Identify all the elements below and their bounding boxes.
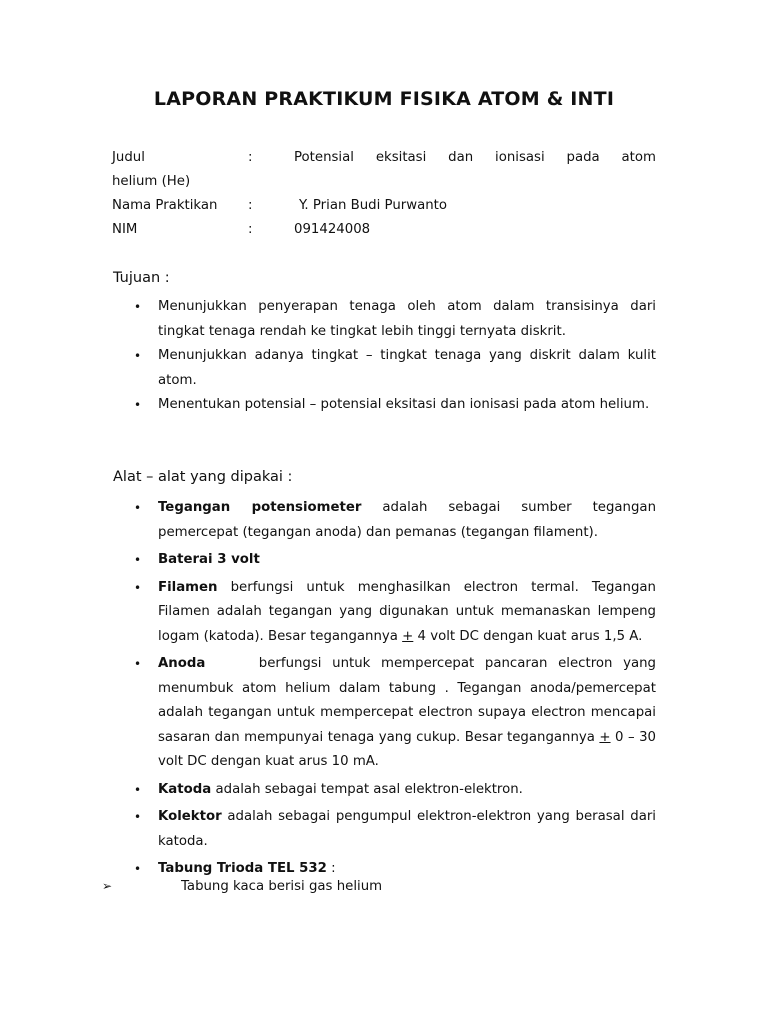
list-item bbox=[112, 857, 656, 882]
list-item bbox=[112, 496, 656, 545]
list-item bbox=[112, 778, 656, 803]
nim-label: NIM bbox=[112, 222, 138, 237]
judul-colon: : bbox=[248, 150, 253, 165]
list-item bbox=[112, 652, 661, 775]
bullet-icon: • bbox=[134, 349, 142, 363]
plus-minus-symbol: + bbox=[402, 628, 414, 644]
judul-value: Potensial eksitasi dan ionisasi pada atom bbox=[294, 150, 656, 165]
bullet-icon: • bbox=[134, 300, 142, 314]
item-term: Tegangan potensiometer bbox=[158, 500, 362, 515]
tujuan-heading: Tujuan : bbox=[113, 270, 170, 286]
bullet-icon: • bbox=[134, 657, 142, 671]
item-desc: berfungsi untuk menghasilkan electron termal. Tegangan Filamen adalah tegangan yang digunakan untuk memanaskan lempeng logam (katoda). Besar tegangannya bbox=[158, 579, 656, 644]
judul-row bbox=[112, 146, 656, 170]
nama-row bbox=[112, 194, 656, 218]
list-item-text: Menunjukkan adanya tingkat – tingkat tenaga yang diskrit dalam kulit atom. bbox=[158, 348, 656, 388]
list-item-text: Menunjukkan penyerapan tenaga oleh atom dalam transisinya dari tingkat tenaga rendah ke tingkat lebih tinggi ternyata diskrit. bbox=[158, 299, 656, 339]
item-desc-end: 4 volt DC dengan kuat arus 1,5 A. bbox=[413, 628, 643, 644]
item-desc: adalah sebagai sumber tegangan pemercepat (tegangan anoda) dan pemanas (tegangan filament). bbox=[158, 500, 656, 540]
judul-continuation bbox=[112, 170, 190, 194]
item-desc: adalah sebagai tempat asal elektron-elektron. bbox=[211, 781, 523, 797]
bullet-icon: • bbox=[134, 553, 142, 567]
bullet-icon: • bbox=[134, 782, 142, 797]
item-desc: berfungsi untuk mempercepat pancaran electron yang menumbuk atom helium dalam tabung . Tegangan anoda/pemercepat adalah tegangan untuk mempercepat electron supaya electron mencapai sasaran dan mempunyai tenaga yang cukup. Besar tegangannya bbox=[158, 656, 661, 745]
alat-list bbox=[112, 496, 661, 882]
nim-colon: : bbox=[248, 222, 253, 237]
item-term: Tabung Trioda TEL 532 bbox=[158, 861, 327, 876]
bullet-icon: • bbox=[134, 810, 142, 824]
report-info bbox=[112, 146, 656, 242]
list-item bbox=[112, 805, 656, 854]
arrow-bullet-icon: ➢ bbox=[102, 879, 113, 893]
nim-value: 091424008 bbox=[294, 222, 371, 237]
list-item bbox=[112, 295, 656, 344]
item-term: Baterai 3 volt bbox=[158, 552, 260, 567]
nim-row bbox=[112, 218, 656, 242]
page-title: LAPORAN PRAKTIKUM FISIKA ATOM & INTI bbox=[153, 88, 615, 110]
tujuan-list bbox=[112, 295, 656, 418]
item-desc: adalah sebagai pengumpul elektron-elektron yang berasal dari katoda. bbox=[158, 809, 656, 849]
bullet-icon: • bbox=[134, 862, 142, 876]
nama-colon: : bbox=[248, 198, 253, 213]
item-term: Katoda bbox=[158, 781, 212, 797]
judul-label: Judul bbox=[112, 150, 145, 165]
item-term: Kolektor bbox=[158, 809, 222, 824]
list-item bbox=[112, 344, 656, 393]
bullet-icon: • bbox=[134, 398, 142, 412]
list-item bbox=[112, 393, 656, 418]
plus-minus-symbol: + bbox=[599, 729, 611, 745]
sub-item-text: Tabung kaca berisi gas helium bbox=[181, 879, 383, 894]
item-term: Filamen bbox=[158, 579, 218, 595]
item-term: Anoda bbox=[158, 656, 206, 671]
nama-label: Nama Praktikan bbox=[112, 198, 218, 213]
item-desc: : bbox=[326, 861, 336, 876]
list-item-text: Menentukan potensial – potensial eksitasi dan ionisasi pada atom helium. bbox=[158, 397, 650, 412]
item-desc-end: 0 – 30 volt DC dengan kuat arus 10 mA. bbox=[158, 729, 656, 769]
list-item bbox=[112, 576, 656, 650]
judul-value-line2: helium (He) bbox=[112, 174, 191, 189]
bullet-icon: • bbox=[134, 580, 142, 595]
bullet-icon: • bbox=[134, 501, 142, 515]
alat-heading: Alat – alat yang dipakai : bbox=[113, 469, 293, 485]
nama-value: Y. Prian Budi Purwanto bbox=[299, 198, 448, 213]
list-item bbox=[112, 548, 656, 573]
